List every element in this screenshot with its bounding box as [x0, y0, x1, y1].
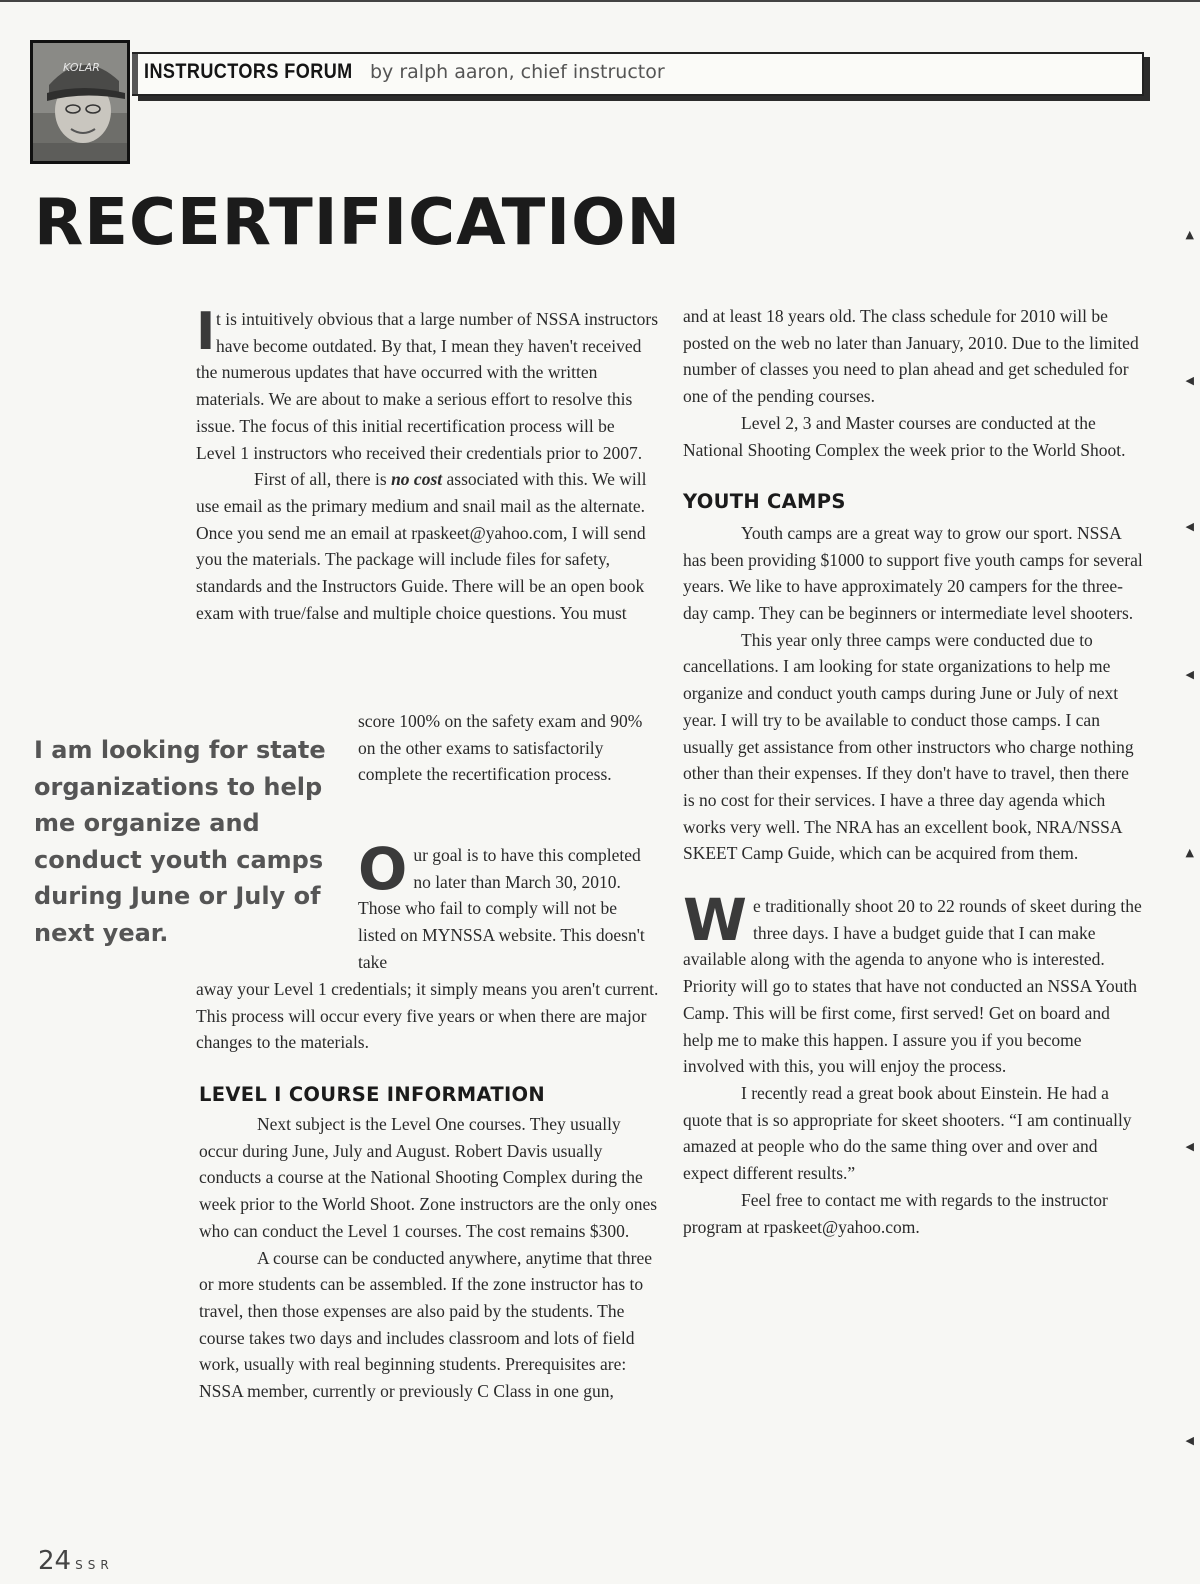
author-photo: [30, 40, 130, 164]
goal-text: ur goal is to have this completed no later than March 30, 2010. Those who fail to comply will not be listed on MYNSSA website. This doesn't take: [358, 845, 645, 972]
dropcap-w: W: [683, 886, 747, 955]
pull-quote: I am looking for state organizations to help me organize and conduct youth camps during June or July of next year.: [34, 736, 326, 947]
einstein-paragraph: I recently read a great book about Einstein. He had a quote that is so appropriate for skeet shooters. “I am continually amazed at people who do the same thing over and over and expect different results.”: [683, 1082, 1132, 1184]
banner-accent-bar: [132, 54, 138, 94]
column-1-exam: [358, 708, 658, 788]
edge-mark: ◀: [1185, 1434, 1194, 1447]
author-portrait-image: [33, 43, 127, 161]
magazine-name: SSR: [75, 1558, 114, 1572]
youth-camps-heading: YOUTH CAMPS: [683, 490, 846, 514]
level1-paragraph-1: Next subject is the Level One courses. They usually occur during June, July and August. Robert Davis usually conducts a course at the National Shooting Complex during the week prior to the World Shoot. Zone instructors are the only ones who can conduct the Level 1 courses. The cost remains $300.: [199, 1114, 658, 1241]
goal-paragraph: [358, 835, 658, 976]
article-headline: RECERTIFICATION: [34, 186, 682, 260]
no-cost-paragraph: [196, 466, 658, 626]
no-cost-text-a: First of all, there is: [254, 469, 392, 490]
intro-text: t is intuitively obvious that a large number of NSSA instructors have become outdated. By that, I mean they haven't received the numerous updates that have occurred with the written materials. We are about to make a serious effort to resolve this issue. The focus of this initial recertification process will be Level 1 instructors who received their credentials prior to 2007.: [196, 309, 659, 463]
no-cost-text-b: associated with this. We will use email as the primary medium and snail mail as the alternate. Once you send me an email at rpaskeet@yahoo.com, I will send you the materials. The package will include files for safety, standards and the Instructors Guide. There will be an open book exam with true/false and multiple choice questions. You must: [196, 469, 647, 623]
level1-heading: LEVEL I COURSE INFORMATION: [199, 1083, 546, 1106]
column-1-level1: [196, 976, 662, 1056]
no-cost-emphasis: no cost: [391, 469, 443, 490]
top-rule: [0, 0, 1200, 2]
page-number: 24: [38, 1546, 72, 1576]
youth-paragraph-1: Youth camps are a great way to grow our sport. NSSA has been providing $1000 to support five youth camps for several years. We like to have approximately 20 campers for the three-day camp. They can be beginners or intermediate level shooters.: [683, 522, 1143, 624]
youth-paragraph-3: [683, 886, 1143, 1080]
edge-mark: ▲: [1185, 228, 1194, 241]
page-folio: [38, 1546, 114, 1576]
edge-mark: ◀: [1185, 374, 1194, 387]
youth-paragraph-2: This year only three camps were conducted due to cancellations. I am looking for state organizations to help me organize and conduct youth camps during June or July of next year. I will try to be available to conduct those camps. I can usually get assistance from other instructors who charge nothing other than their expenses. If they don't have to travel, then there is no cost for their services. I have a three day agenda which works very well. The NRA has an excellent book, NRA/NSSA SKEET Camp Guide, which can be acquired from them.: [683, 629, 1134, 864]
schedule-paragraph: and at least 18 years old. The class schedule for 2010 will be posted on the web no later than January, 2010. Due to the limited number of classes you need to plan ahead and get scheduled for one of the pending courses.: [683, 306, 1139, 407]
edge-mark: ◀: [1185, 1140, 1194, 1153]
dropcap-o: O: [358, 835, 408, 903]
level2-paragraph: Level 2, 3 and Master courses are conducted at the National Shooting Complex the week prior to the World Shoot.: [683, 412, 1126, 460]
edge-mark: ▲: [1185, 846, 1194, 859]
column-1-level1-body: [199, 1111, 663, 1405]
edge-mark: ◀: [1185, 668, 1194, 681]
forum-header-banner: [132, 52, 1144, 96]
edge-mark: ◀: [1185, 520, 1194, 533]
contact-paragraph: Feel free to contact me with regards to the instructor program at rpaskeet@yahoo.com.: [683, 1189, 1108, 1237]
cap-logo-text: KOLAR: [63, 61, 100, 74]
dropcap-i: I: [196, 302, 216, 362]
exam-paragraph: score 100% on the safety exam and 90% on the other exams to satisfactorily complete the recertification process.: [358, 711, 643, 785]
goal-continued-paragraph: away your Level 1 credentials; it simply means you aren't current. This process will occur every five years or when there are major changes to the materials.: [196, 979, 659, 1053]
column-1-intro: [196, 302, 659, 626]
forum-byline: by ralph aaron, chief instructor: [370, 61, 665, 83]
column-2: [683, 303, 1143, 1240]
level1-paragraph-2: A course can be conducted anywhere, anytime that three or more students can be assembled. If the zone instructor has to travel, then those expenses are also paid by the students. The course takes two days and includes classroom and lots of field work, usually with real beginning students. Prerequisites are: NSSA member, currently or previously C Class in one gun,: [199, 1247, 653, 1402]
forum-title: INSTRUCTORS FORUM: [144, 60, 353, 83]
column-1-goal: [358, 835, 658, 976]
youth-paragraph-3-text: e traditionally shoot 20 to 22 rounds of skeet during the three days. I have a budget guide that I can make available along with the agenda to anyone who is interested. Priority will go to states that have not conducted an NSSA Youth Camp. This will be first come, first served! Get on board and help me to make this happen. I assure you if you become involved with this, you will enjoy the process.: [683, 896, 1142, 1077]
intro-paragraph: [196, 302, 659, 466]
